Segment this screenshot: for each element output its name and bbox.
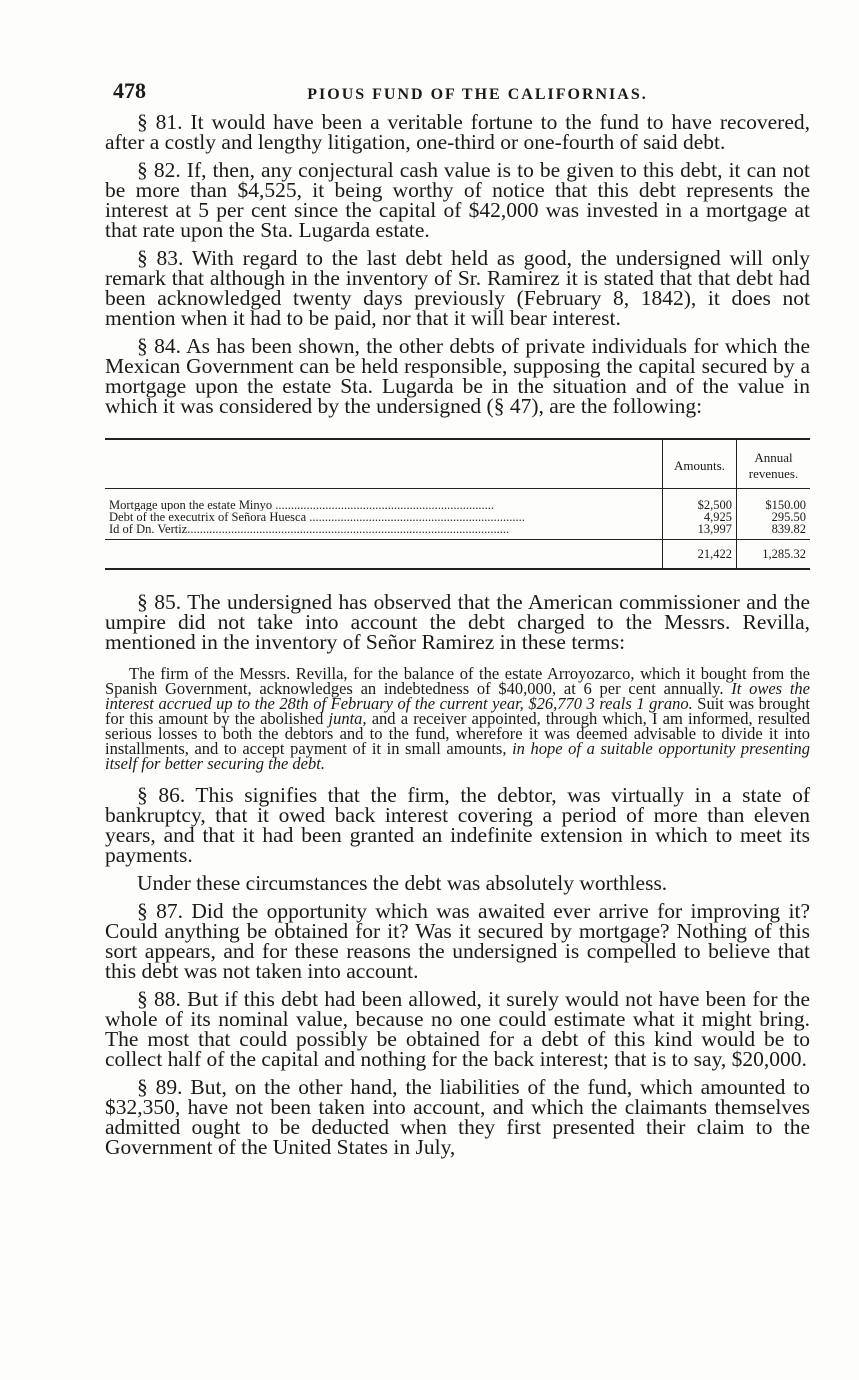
table-header-amounts: Amounts. bbox=[663, 440, 737, 489]
paragraph-86: § 86. This signifies that the firm, the debtor, was virtually in a state of bankruptcy, that it owed back interest covering a period of more than eleven years, and that it had been granted an indefinite extension in which to meet its payments. bbox=[105, 783, 810, 867]
document-page bbox=[105, 78, 810, 1165]
total-amount: 21,422 bbox=[663, 540, 737, 569]
quote-italic-2: junta, bbox=[328, 709, 367, 728]
debts-table bbox=[105, 438, 810, 570]
row-revenue: 295.50 bbox=[737, 511, 811, 523]
paragraph-82: § 82. If, then, any conjectural cash value is to be given to this debt, it can not be more than $4,525, it being worthy of notice that this debt represents the interest at 5 per cent since the capital of $42,000 was invested in a mortgage at that rate upon the Sta. Lugarda estate. bbox=[105, 158, 810, 242]
table-header-blank bbox=[105, 440, 663, 489]
table-header-revenues: Annual revenues. bbox=[737, 440, 811, 489]
quote-text-2: Suit was brought for this amount by the abolished bbox=[105, 694, 810, 728]
row-description: Id of Dn. Vertiz....................................................................................................... bbox=[109, 523, 510, 536]
paragraph-85: § 85. The undersigned has observed that the American commissioner and the umpire did not take into account the debt charged to the Messrs. Revilla, mentioned in the inventory of Señor Ramirez in these terms: bbox=[105, 590, 810, 654]
page-header bbox=[105, 78, 810, 112]
table-row bbox=[105, 523, 810, 540]
quote-italic-1: It owes the interest accrued up to the 28th of February of the current year, $26,770 3 reals 1 grano. bbox=[105, 679, 810, 713]
table-total-row bbox=[105, 540, 810, 569]
inventory-quote bbox=[105, 666, 810, 771]
row-amount: $2,500 bbox=[663, 489, 737, 512]
quote-italic-3: in hope of a suitable opportunity presenting itself for better securing the debt. bbox=[105, 739, 810, 773]
quote-text-1: The firm of the Messrs. Revilla, for the balance of the estate Arroyozarco, which it bought from the Spanish Government, acknowledges an indebtedness of $40,000, at 6 per cent annually. bbox=[105, 664, 810, 698]
row-revenue: 839.82 bbox=[737, 523, 811, 540]
total-label bbox=[105, 540, 663, 569]
paragraph-87: § 87. Did the opportunity which was awaited ever arrive for improving it? Could anything be obtained for it? Was it secured by mortgage? Nothing of this sort appears, and for these reasons the undersigned is compelled to believe that this debt was not taken into account. bbox=[105, 899, 810, 983]
paragraph-84: § 84. As has been shown, the other debts of private individuals for which the Mexican Government can be held responsible, supposing the capital secured by a mortgage upon the estate Sta. Lugarda be in the situation and of the value in which it was considered by the undersigned (§ 47), are the following: bbox=[105, 334, 810, 418]
paragraph-conclusion: Under these circumstances the debt was absolutely worthless. bbox=[137, 871, 668, 895]
paragraph-89: § 89. But, on the other hand, the liabilities of the fund, which amounted to $32,350, have not been taken into account, and which the claimants themselves admitted ought to be deducted when they first presented their claim to the Government of the United States in July, bbox=[105, 1075, 810, 1159]
row-amount: 13,997 bbox=[663, 523, 737, 540]
row-description: Mortgage upon the estate Minyo ...................................................................... bbox=[109, 498, 495, 511]
paragraph-88: § 88. But if this debt had been allowed, it surely would not have been for the whole of its nominal value, because no one could estimate what it might bring. The most that could possibly be obtained for a debt of this kind would be to collect half of the capital and nothing for the back interest; that is to say, $20,000. bbox=[105, 987, 810, 1071]
row-description: Debt of the executrix of Señora Huesca ..................................................................... bbox=[109, 511, 525, 523]
running-title: PIOUS FUND OF THE CALIFORNIAS. bbox=[307, 86, 648, 103]
quote-text-3: and a receiver appointed, through which, I am informed, resulted serious losses to both the debtors and to the fund, wherefore it was deemed advisable to divide it into installments, and to accept payment of it in small amounts, bbox=[105, 709, 810, 758]
paragraph-83: § 83. With regard to the last debt held as good, the undersigned will only remark that although in the inventory of Sr. Ramirez it is stated that that debt had been acknowledged twenty days previously (February 8, 1842), it does not mention when it had to be paid, nor that it will bear interest. bbox=[105, 246, 810, 330]
page-number: 478 bbox=[113, 78, 146, 103]
paragraph-81: § 81. It would have been a veritable fortune to the fund to have recovered, after a costly and lengthy litigation, one-third or one-fourth of said debt. bbox=[105, 110, 810, 154]
row-revenue: $150.00 bbox=[737, 489, 811, 512]
row-amount: 4,925 bbox=[663, 511, 737, 523]
total-revenue: 1,285.32 bbox=[737, 540, 811, 569]
table-row bbox=[105, 489, 810, 512]
